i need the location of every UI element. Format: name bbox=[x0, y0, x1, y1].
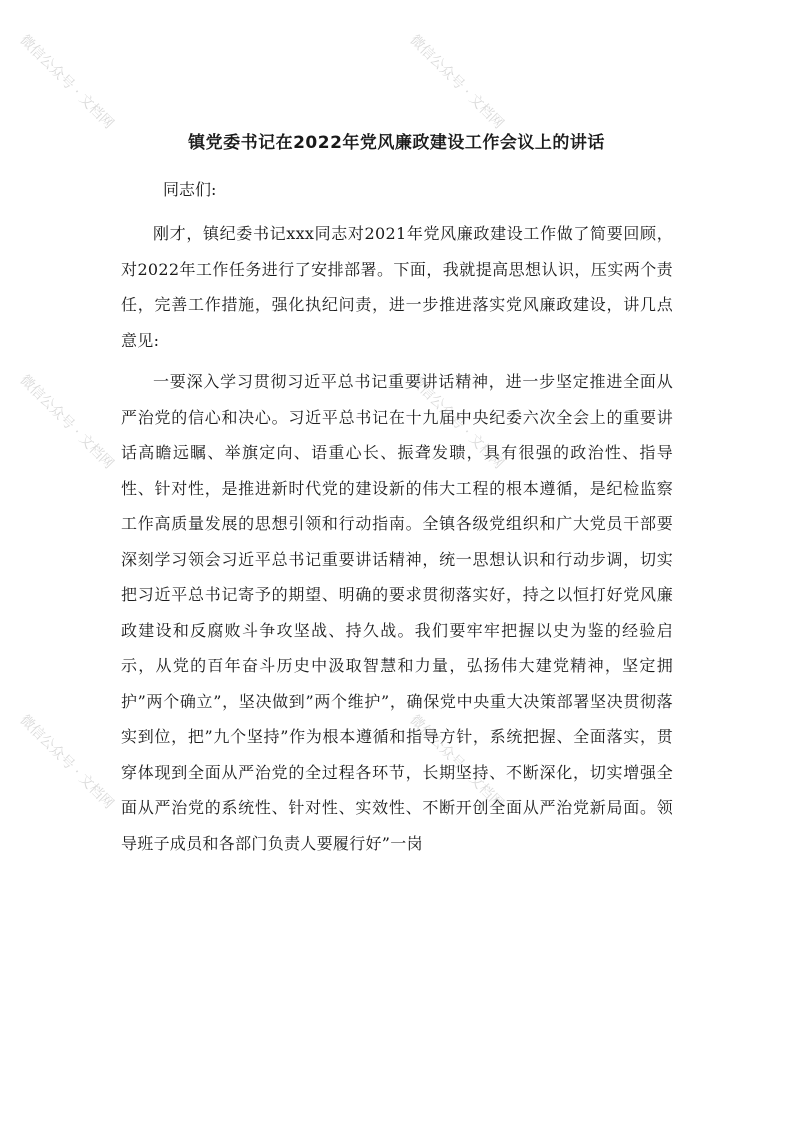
watermark: 微信公众号 · 文档网 bbox=[406, 32, 507, 133]
watermark: 微信公众号 · 文档网 bbox=[16, 32, 117, 133]
document-body bbox=[121, 216, 673, 867]
watermark: 微信公众号 · 文档网 bbox=[406, 372, 507, 473]
document-title: 镇党委书记在2022年党风廉政建设工作会议上的讲话 bbox=[188, 133, 605, 153]
watermark: 微信公众号 · 文档网 bbox=[406, 712, 507, 813]
paragraph: 刚才，镇纪委书记xxx同志对2021年党风廉政建设工作做了简要回顾，对2022年工作任务进行了安排部署。下面，我就提高思想认识，压实两个责任，完善工作措施，强化执纪问责，进一步推进落实党风廉政建设，讲几点意见: bbox=[121, 224, 673, 350]
paragraph: 一要深入学习贯彻习近平总书记重要讲话精神，进一步坚定推进全面从严治党的信心和决心。习近平总书记在十九届中央纪委六次全会上的重要讲话高瞻远瞩、举旗定向、语重心长、振聋发聩，具有很强的政治性、指导性、针对性，是推进新时代党的建设新的伟大工程的根本遵循，是纪检监察工作高质量发展的思想引领和行动指南。全镇各级党组织和广大党员干部要深刻学习领会习近平总书记重要讲话精神，统一思想认识和行动步调，切实把习近平总书记寄予的期望、明确的要求贯彻落实好，持之以恒打好党风廉政建设和反腐败斗争攻坚战、持久战。我们要牢牢把握以史为鉴的经验启示，从党的百年奋斗历史中汲取智慧和力量，弘扬伟大建党精神，坚定拥护”两个确立”，坚决做到”两个维护”，确保党中央重大决策部署坚决贯彻落实到位，把”九个坚持”作为根本遵循和指导方针，系统把握、全面落实，贯穿体现到全面从严治党的全过程各环节，长期坚持、不断深化，切实增强全面从严治党的系统性、针对性、实效性、不断开创全面从严治党新局面。领导班子成员和各部门负责人要履行好”一岗 bbox=[121, 372, 673, 853]
watermark: 微信公众号 · 文档网 bbox=[16, 712, 117, 813]
salutation: 同志们: bbox=[163, 180, 217, 199]
watermark: 微信公众号 · 文档网 bbox=[16, 372, 117, 473]
